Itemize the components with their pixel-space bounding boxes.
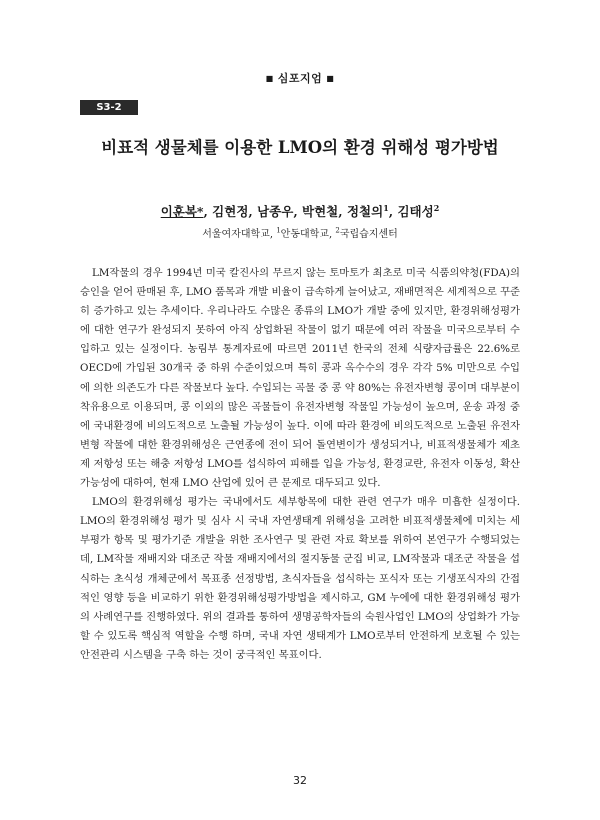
running-header bbox=[62, 70, 538, 94]
session-tag: S3-2 bbox=[80, 100, 138, 115]
header-label: 심포지엄 bbox=[277, 72, 323, 85]
abstract-paragraph-2: LMO의 환경위해성 평가는 국내에서도 세부항목에 대한 관련 연구가 매우 미흡한 실정이다. LMO의 환경위해성 평가 및 심사 시 국내 자연생태계 위해성을 고려한 비표적생물체에 미치는 세부평가 항목 및 평가기준 개발을 위한 조사연구 및 관련 자료 확보를 위하여 본연구가 수행되었는데, LM작물 재배지와 대조군 작물 재배지에서의 절지동물 군집 비교, LM작물과 대조군 작물을 섭식하는 초식성 개체군에서 목표종 선정방법, 초식자들을 섭식하는 포식자 또는 기생포식자의 간접적인 영향 등을 비교하기 위한 환경위해성평가방법을 제시하고, GM 누에에 대한 환경위해성 평가의 사례연구를 진행하였다. 위의 결과를 통하여 생명공학자들의 숙원사업인 LMO의 상업화가 가능할 수 있도록 핵심적 역할을 수행 하며, 국내 자연 생태계가 LMO로부터 안전하게 보호될 수 있는 안전관리 시스템을 구축 하는 것이 궁극적인 목표이다. bbox=[80, 496, 520, 661]
authors-part-b: , 김태성 bbox=[388, 204, 434, 219]
author-sup-b: 2 bbox=[433, 202, 440, 213]
affiliation-sup-1: 1 bbox=[276, 226, 281, 235]
presenting-author: 이훈복* bbox=[160, 204, 204, 219]
author-sup-a: 1 bbox=[383, 202, 389, 213]
affiliation-sup-2: 2 bbox=[335, 226, 340, 235]
affiliations bbox=[62, 225, 538, 240]
affiliation-b: 안동대학교, bbox=[280, 229, 336, 240]
page-number: 32 bbox=[293, 774, 307, 787]
paper-title: 비표적 생물체를 이용한 LMO의 환경 위해성 평가방법 bbox=[101, 138, 499, 157]
header-square-left: ■ bbox=[265, 74, 274, 83]
header-square-right: ■ bbox=[326, 74, 335, 83]
affiliation-c: 국립습지센터 bbox=[339, 229, 398, 240]
affiliation-a: 서울여자대학교, bbox=[202, 229, 277, 240]
abstract-paragraph-1: LM작물의 경우 1994년 미국 칼진사의 무르지 않는 토마토가 최초로 미국 식품의약청(FDA)의 승인을 얻어 판매된 후, LMO 품목과 개발 비율이 급속하게 늘어났고, 재배면적은 세계적으로 꾸준히 증가하고 있는 추세이다. 우리나라도 수많은 종류의 LMO가 개발 중에 있지만, 환경위해성평가에 대한 연구가 완성되지 못하여 아직 상업화된 작물이 없기 때문에 여러 작물을 미국으로부터 수입하고 있는 실정이다. 농림부 통계자료에 따르면 2011년 한국의 전체 식량자급률은 22.6%로 OECD에 가입된 30개국 중 하위 수준이었으며 특히 콩과 옥수수의 경우 각각 5% 미만으로 수입에 의한 의존도가 다른 작물보다 높다. 수입되는 곡물 중 콩 약 80%는 유전자변형 콩이며 대부분이 착유용으로 이용되며, 콩 이외의 많은 곡물들이 유전자변형 작물일 가능성이 높으며, 운송 과정 중에 국내환경에 비의도적으로 노출될 가능성이 높다. 이에 따라 환경에 비의도적으로 노출된 유전자변형 작물에 대한 환경위해성은 근연종에 전이 되어 돌연변이가 생성되거나, 비표적생물체가 제초제 저항성 또는 해충 저항성 LMO를 섭식하여 피해를 입을 가능성, 환경교란, 유전자 이동성, 확산가능성에 대하여, 현재 LMO 산업에 있어 큰 문제로 대두되고 있다. bbox=[80, 267, 521, 490]
author-list bbox=[62, 202, 538, 220]
abstract-body bbox=[80, 264, 520, 665]
authors-part-a: , 김현정, 남종우, 박현철, 정철의 bbox=[203, 204, 384, 219]
